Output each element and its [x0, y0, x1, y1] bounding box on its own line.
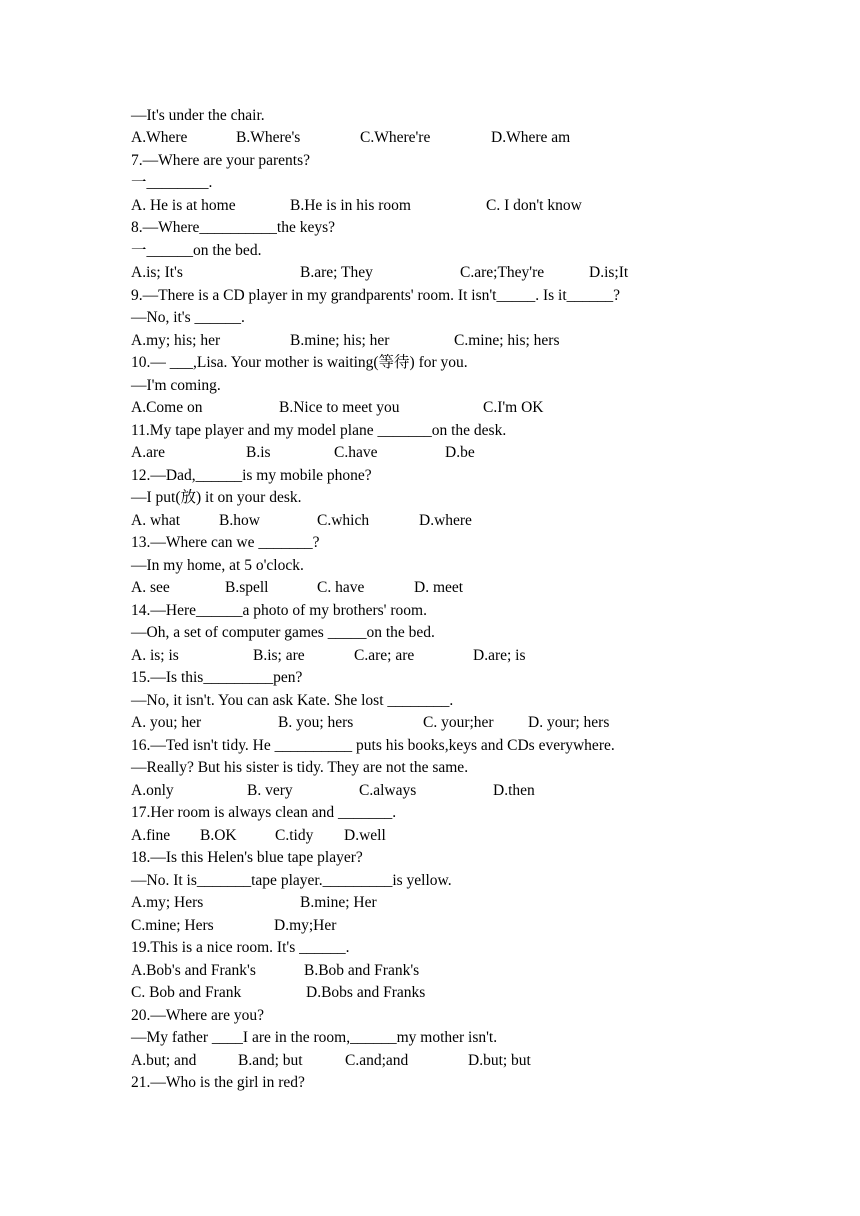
answer-option: C. I don't know — [486, 197, 582, 214]
question-line: 12.—Dad,______is my mobile phone? — [131, 467, 372, 484]
answer-option: B.spell — [225, 579, 269, 596]
answer-option: A.fine — [131, 827, 171, 844]
question-line: —Really? But his sister is tidy. They are not the same. — [131, 759, 469, 776]
answer-option: A.only — [131, 782, 174, 799]
answer-option: B.Bob and Frank's — [304, 962, 420, 979]
answer-option: C.and;and — [345, 1052, 409, 1069]
answer-option: A. what — [131, 512, 181, 529]
question-line: —No, it's ______. — [131, 309, 245, 326]
answer-option: B.mine; his; her — [290, 332, 390, 349]
question-line: —I put(放) it on your desk. — [131, 489, 302, 506]
answer-option: A. He is at home — [131, 197, 236, 214]
answer-option: A.my; his; her — [131, 332, 221, 349]
question-line: 21.—Who is the girl in red? — [131, 1074, 305, 1091]
answer-option: B.Where's — [236, 129, 301, 146]
question-line: —My father ____I are in the room,______my mother isn't. — [131, 1029, 498, 1046]
question-line: —It's under the chair. — [131, 107, 265, 124]
answer-option: B. you; hers — [278, 714, 354, 731]
answer-option: A.are — [131, 444, 165, 461]
answer-option: B.Nice to meet you — [279, 399, 400, 416]
question-line: 10.— ___,Lisa. Your mother is waiting(等待) for you. — [131, 354, 468, 371]
answer-option: D.is;It — [589, 264, 629, 281]
answer-option: D.Bobs and Franks — [306, 984, 426, 1001]
answer-option: D.be — [445, 444, 475, 461]
question-line: 18.—Is this Helen's blue tape player? — [131, 849, 363, 866]
question-line: 14.—Here______a photo of my brothers' room. — [131, 602, 427, 619]
question-line: 13.—Where can we _______? — [131, 534, 320, 551]
answer-option: D. meet — [414, 579, 464, 596]
answer-option: B.mine; Her — [300, 894, 377, 911]
answer-option: B.and; but — [238, 1052, 303, 1069]
question-line: 15.—Is this_________pen? — [131, 669, 303, 686]
answer-option: C.are; are — [354, 647, 415, 664]
answer-option: A. you; her — [131, 714, 202, 731]
question-line: —Oh, a set of computer games _____on the bed. — [131, 624, 435, 641]
answer-option: A.Where — [131, 129, 188, 146]
question-line: 7.—Where are your parents? — [131, 152, 311, 169]
answer-option: C. Bob and Frank — [131, 984, 242, 1001]
answer-option: C.which — [317, 512, 370, 529]
question-line: —In my home, at 5 o'clock. — [131, 557, 304, 574]
answer-option: C.Where're — [360, 129, 431, 146]
answer-option: D.are; is — [473, 647, 526, 664]
answer-option: B.He is in his room — [290, 197, 411, 214]
answer-option: B.are; They — [300, 264, 373, 281]
answer-option: D.well — [344, 827, 386, 844]
answer-option: C.are;They're — [460, 264, 545, 281]
question-line: —I'm coming. — [131, 377, 221, 394]
question-line: 19.This is a nice room. It's ______. — [131, 939, 350, 956]
answer-option: D.then — [493, 782, 535, 799]
answer-option: A.my; Hers — [131, 894, 204, 911]
answer-option: C. your;her — [423, 714, 494, 731]
answer-option: A.is; It's — [131, 264, 183, 281]
answer-option: B.OK — [200, 827, 237, 844]
answer-option: B.how — [219, 512, 260, 529]
answer-option: C.mine; Hers — [131, 917, 214, 934]
answer-option: C.I'm OK — [483, 399, 544, 416]
answer-option: B.is; are — [253, 647, 305, 664]
answer-option: A. is; is — [131, 647, 179, 664]
answer-option: A.but; and — [131, 1052, 197, 1069]
question-line: 17.Her room is always clean and _______. — [131, 804, 397, 821]
question-line: 一______on the bed. — [131, 242, 262, 259]
answer-option: D. your; hers — [528, 714, 610, 731]
question-line: 8.—Where__________the keys? — [131, 219, 336, 236]
answer-option: C.mine; his; hers — [454, 332, 560, 349]
question-line: 一________. — [131, 174, 213, 191]
answer-option: B.is — [246, 444, 271, 461]
answer-option: D.my;Her — [274, 917, 337, 934]
question-line: 20.—Where are you? — [131, 1007, 264, 1024]
answer-option: B. very — [247, 782, 293, 799]
question-line: 16.—Ted isn't tidy. He __________ puts his books,keys and CDs everywhere. — [131, 737, 615, 754]
question-line: 9.—There is a CD player in my grandparents' room. It isn't_____. Is it______? — [131, 287, 621, 304]
answer-option: D.where — [419, 512, 472, 529]
question-line: —No, it isn't. You can ask Kate. She lost ________. — [131, 692, 454, 709]
answer-option: A. see — [131, 579, 170, 596]
answer-option: C.always — [359, 782, 417, 799]
answer-option: C. have — [317, 579, 365, 596]
question-line: —No. It is_______tape player._________is yellow. — [131, 872, 452, 889]
question-line: 11.My tape player and my model plane _______on the desk. — [131, 422, 507, 439]
answer-option: A.Come on — [131, 399, 203, 416]
answer-option: A.Bob's and Frank's — [131, 962, 256, 979]
answer-option: C.have — [334, 444, 378, 461]
answer-option: D.but; but — [468, 1052, 531, 1069]
answer-option: C.tidy — [275, 827, 314, 844]
answer-option: D.Where am — [491, 129, 571, 146]
